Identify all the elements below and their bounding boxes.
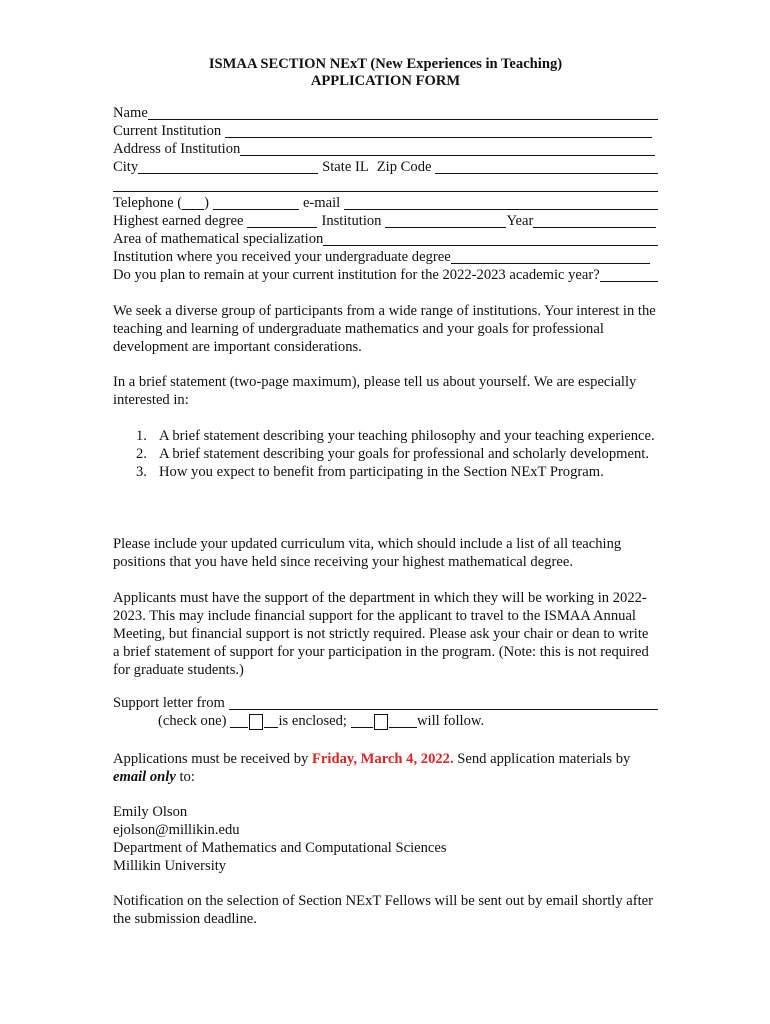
area-field[interactable] (323, 232, 658, 246)
deadline-middle: Send application materials by (453, 751, 631, 767)
list-item (113, 445, 658, 463)
follow-checkbox[interactable] (374, 714, 388, 730)
support-letter-label: Support letter from (113, 695, 225, 711)
city-row (113, 158, 658, 176)
vita-paragraph: Please include your updated curriculum vita, which should include a list of all teaching positions that you have held since receiving your highest mathematical degree. (113, 536, 622, 570)
enclosed-line-left (230, 714, 248, 728)
support-letter-row (113, 694, 658, 712)
list-text: A brief statement describing your goals for professional and scholarly development. (159, 446, 649, 462)
email-only-text: email only (113, 769, 176, 785)
degree-label: Highest earned degree (113, 213, 244, 229)
enclosed-line-right (264, 714, 278, 728)
extra-address-field[interactable] (113, 178, 658, 192)
follow-line-left (351, 714, 373, 728)
name-field[interactable] (148, 106, 658, 120)
form-subtitle: APPLICATION FORM (310, 73, 461, 89)
undergrad-field[interactable] (451, 250, 650, 264)
contact-block (113, 803, 658, 875)
email-field[interactable] (344, 196, 658, 210)
deadline-prefix: Applications must be received by (113, 751, 312, 767)
statement-paragraph: In a brief statement (two-page maximum), please tell us about yourself. We are especially interested in: (113, 374, 637, 408)
area-code-field[interactable] (182, 196, 204, 210)
undergrad-row (113, 248, 658, 266)
current-institution-label: Current Institution (113, 123, 222, 139)
list-item (113, 463, 658, 481)
telephone-label: Telephone ( (113, 195, 183, 211)
contact-email[interactable]: ejolson@millikin.edu (113, 822, 240, 838)
remain-field[interactable] (600, 268, 658, 282)
list-text: How you expect to benefit from participating in the Section NExT Program. (159, 464, 604, 480)
city-label: City (113, 159, 139, 175)
year-field[interactable] (533, 214, 656, 228)
follow-line-right (389, 714, 417, 728)
remain-label: Do you plan to remain at your current institution for the 2022-2023 academic year? (113, 267, 600, 283)
notification-paragraph: Notification on the selection of Section NExT Fellows will be sent out by email shortly after the submission deadline. (113, 893, 653, 927)
extra-address-row (113, 176, 658, 194)
area-row (113, 230, 658, 248)
deadline-paragraph (113, 750, 658, 786)
list-text: A brief statement describing your teaching philosophy and your teaching experience. (159, 428, 655, 444)
enclosed-checkbox[interactable] (249, 714, 263, 730)
address-field[interactable] (240, 142, 655, 156)
deadline-suffix: to: (175, 769, 195, 785)
state-label: State IL (322, 159, 369, 175)
list-number: 2. (136, 446, 147, 462)
address-label: Address of Institution (113, 141, 241, 157)
name-row (113, 104, 658, 122)
contact-university: Millikin University (113, 858, 227, 874)
zip-label: Zip Code (376, 159, 432, 175)
zip-field[interactable] (435, 160, 658, 174)
check-one-row (113, 712, 658, 730)
degree-field[interactable] (247, 214, 317, 228)
form-title: ISMAA SECTION NExT (New Experiences in Teaching) (208, 56, 563, 72)
year-label: Year (506, 213, 534, 229)
enclosed-label: is enclosed; (278, 713, 347, 729)
diversity-paragraph: We seek a diverse group of participants from a wide range of institutions. Your interest in the teaching and learning of undergraduate mathematics and your goals for professional development are important considerations. (113, 303, 656, 355)
check-one-label: (check one) (158, 713, 227, 729)
support-letter-field[interactable] (229, 696, 658, 710)
deadline-date: Friday, March 4, 2022. (312, 751, 454, 767)
current-institution-row (113, 122, 658, 140)
contact-name: Emily Olson (113, 804, 188, 820)
telephone-paren: ) (204, 195, 209, 211)
current-institution-field[interactable] (225, 124, 652, 138)
telephone-field[interactable] (213, 196, 299, 210)
name-label: Name (113, 105, 148, 121)
contact-department: Department of Mathematics and Computational Sciences (113, 840, 447, 856)
list-item (113, 427, 658, 445)
support-paragraph: Applicants must have the support of the department in which they will be working in 2022-2023. This may include financial support for the applicant to travel to the ISMAA Annual Meeting, but financial support is not strictly required. Please ask your chair or dean to write a brief statement of support for your participation in the program. (Note: this is not required for graduate students.) (113, 590, 649, 678)
degree-institution-label: Institution (321, 213, 382, 229)
city-field[interactable] (138, 160, 318, 174)
degree-row (113, 212, 658, 230)
undergrad-label: Institution where you received your undergraduate degree (113, 249, 451, 265)
area-label: Area of mathematical specialization (113, 231, 324, 247)
interest-list (113, 427, 658, 481)
follow-label: will follow. (416, 713, 485, 729)
list-number: 1. (136, 428, 147, 444)
remain-row (113, 266, 658, 284)
address-row (113, 140, 658, 158)
email-label: e-mail (302, 195, 341, 211)
list-number: 3. (136, 464, 147, 480)
degree-institution-field[interactable] (385, 214, 506, 228)
telephone-row (113, 194, 658, 212)
